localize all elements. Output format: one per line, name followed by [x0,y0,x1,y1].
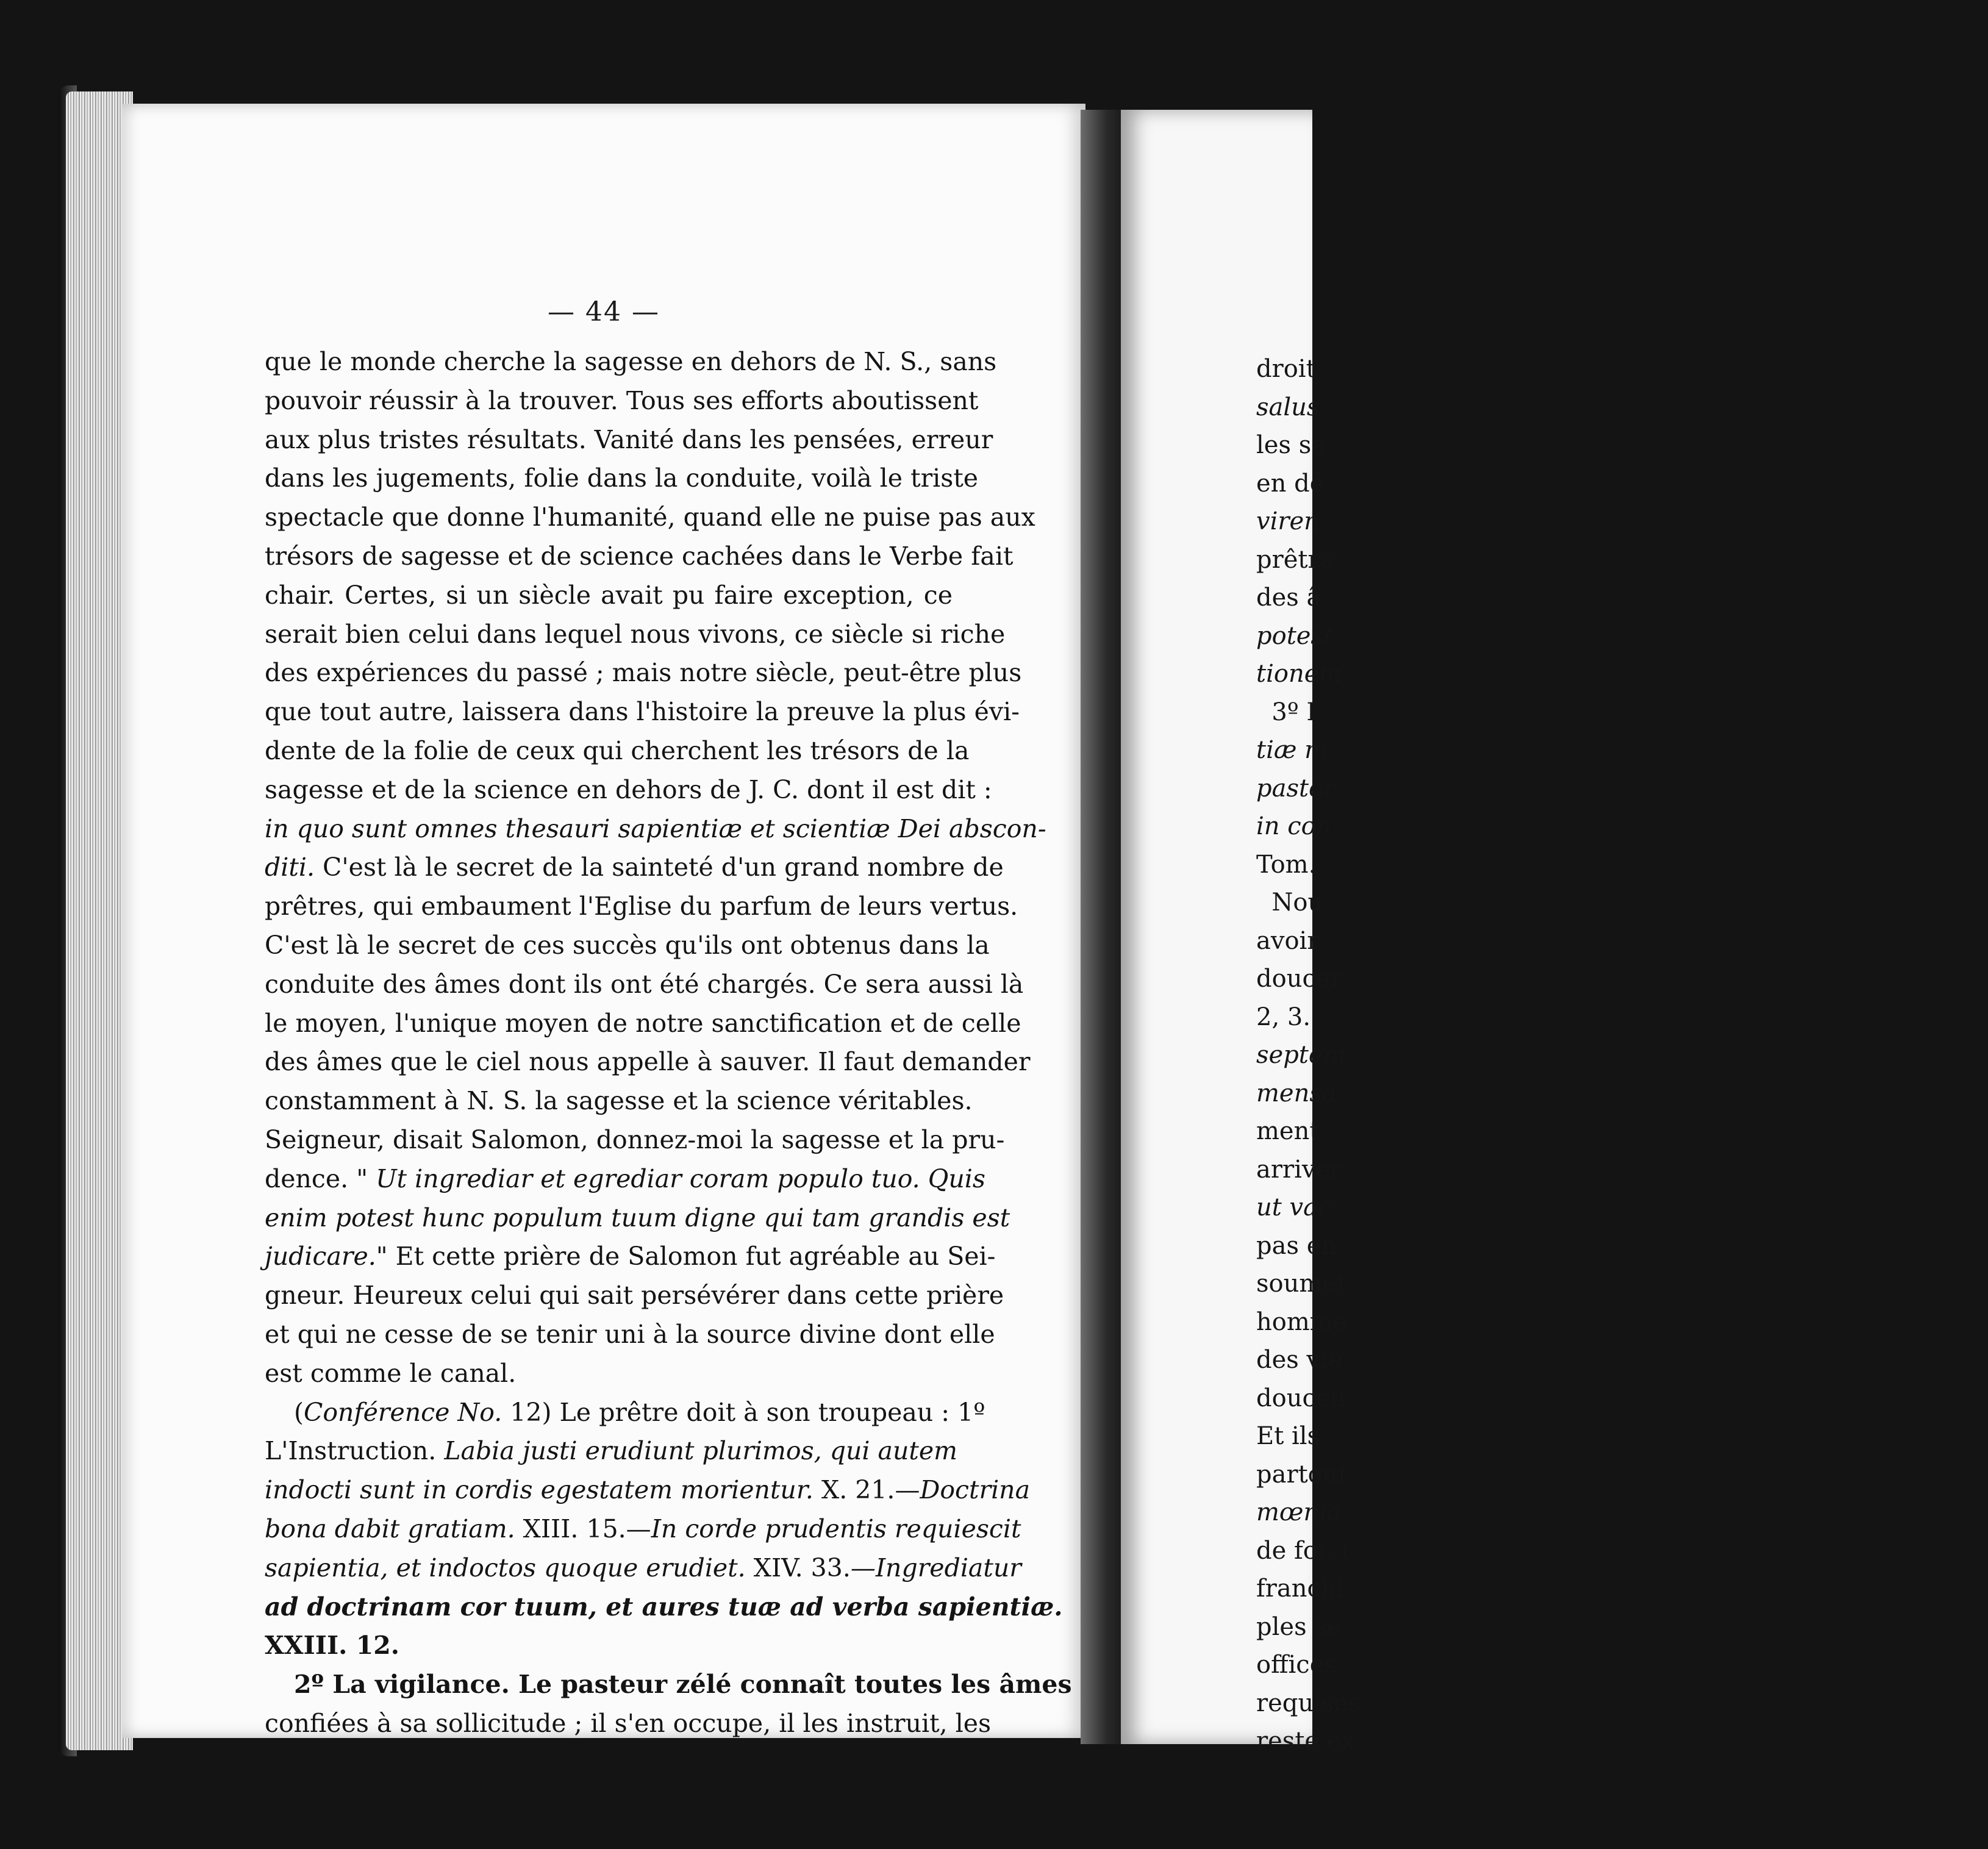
text-line [265,343,997,382]
facing-line: 3º I [1256,698,1317,726]
facing-line: prêtre [1256,545,1334,574]
text-line [265,1043,1031,1082]
facing-line: partout [1256,1460,1348,1489]
text-line [265,1743,974,1783]
text-segment: XIII. 15.— [515,1514,651,1543]
facing-line: reste ex [1256,1727,1356,1755]
text-segment: le moyen, l'unique moyen de notre sanctification et de celle [265,1008,1021,1038]
text-segment: Doctrina [920,1475,1031,1505]
text-segment: pouvoir réussir à la trouver. Tous ses efforts aboutissent [265,385,979,415]
facing-page-text [1256,350,1988,1761]
text-line [265,1626,953,1665]
text-line [265,1315,995,1354]
text-line [265,1432,957,1471]
text-segment: constamment à N. S. la sagesse et la science véritables. [265,1086,973,1116]
facing-line: des vie [1256,1346,1343,1374]
text-segment: dence. " [265,1164,376,1193]
text-segment: Ingrediatur [875,1553,1021,1583]
facing-line: tionem [1256,660,1342,688]
text-segment: trésors de sagesse et de science cachées dans le Verbe fait [265,541,1014,571]
facing-line: droit [1256,355,1316,383]
text-segment: Seigneur, disait Salomon, donnez-moi la sagesse et la pru- [265,1125,1005,1154]
page-body-text [265,343,1072,1782]
text-line [265,615,1006,654]
text-segment: C'est là le secret de la sainteté d'un grand nombre de [314,853,1004,882]
facing-line: en dé [1256,469,1325,498]
text-line [265,1704,992,1743]
facing-line: mœnia [1256,1498,1342,1526]
text-line [265,1237,996,1276]
text-line [265,848,1004,887]
text-line [265,926,990,965]
facing-line: de foi, t [1256,1536,1351,1565]
text-line [265,1276,1004,1315]
text-line [265,1665,1072,1704]
text-line [265,732,970,771]
text-segment: serait bien celui dans lequel nous vivons, ce siècle si riche [265,619,1006,649]
text-line [265,459,979,498]
facing-line: soumet [1256,1270,1347,1298]
facing-page [1121,110,1361,1755]
text-segment: indocti sunt in cordis egestatem morientur. [265,1475,813,1505]
facing-line: pastor [1256,774,1335,803]
facing-line: ment [1256,1117,1320,1145]
book-gutter [1081,110,1123,1744]
facing-line: ples se [1256,1612,1342,1641]
facing-line: pas en [1256,1231,1337,1260]
page-number: — 44 — [548,296,660,327]
text-line [265,693,1020,732]
text-segment: 2º La vigilance. Le pasteur zélé connaît toutes les âmes [294,1670,1072,1700]
text-segment: et qui ne cesse de se tenir uni à la source divine dont elle [265,1319,995,1349]
text-line [265,810,1046,849]
text-segment: L'Instruction. [265,1436,445,1466]
facing-line: 2, 3. [1256,1003,1311,1031]
text-segment: est comme le canal. [265,1358,517,1388]
text-segment: Ut ingrediar et egrediar coram populo tuo. Quis [376,1164,985,1193]
text-segment: aux plus tristes résultats. Vanité dans les pensées, erreur [265,424,993,454]
text-line [265,1160,985,1199]
text-line [265,1471,1031,1510]
facing-line: franchi [1256,1575,1345,1603]
text-segment: dans les jugements, folie dans la conduite, voilà le triste [265,463,979,493]
facing-line: arriver [1256,1155,1342,1184]
facing-line: in con [1256,812,1332,840]
text-line [265,1510,1021,1549]
text-segment: XIV. 33.— [745,1553,876,1583]
text-segment: in quo sunt omnes thesauri sapientiæ et scientiæ Dei abscon- [265,814,1046,843]
text-segment: bona dabit gratiam. [265,1514,515,1543]
text-line [265,1082,973,1121]
text-line [265,421,993,460]
facing-line: requises [1256,1689,1361,1717]
text-line [265,1549,1021,1588]
facing-line: mensa [1256,1079,1337,1107]
text-segment: " Et cette prière de Salomon fut agréable au Sei- [376,1242,996,1271]
text-line [265,1393,985,1432]
facing-line: des â [1256,584,1321,612]
facing-line: les sa [1256,431,1326,459]
facing-line: doucer [1256,965,1342,993]
text-line [265,382,979,421]
facing-line: ut vac [1256,1193,1332,1221]
text-line [265,537,1014,576]
text-segment: que le monde cherche la sagesse en dehors de N. S., sans [265,347,997,376]
facing-line: septem [1256,1041,1346,1069]
facing-line: salus [1256,393,1320,421]
text-line [265,965,1024,1004]
text-segment: ad doctrinam cor tuum, et aures tuæ ad verba sapientiæ. [265,1592,1063,1622]
text-segment: Conférence No. [304,1397,502,1427]
facing-line: offices [1256,1651,1337,1679]
text-segment: 12) Le prêtre doit à son troupeau : 1º [502,1397,985,1427]
facing-line: Et ils [1256,1422,1320,1450]
text-segment: X. 21.— [813,1475,920,1505]
text-line [265,1199,1010,1238]
text-segment: dente de la folie de ceux qui cherchent les trésors de la [265,735,970,765]
text-segment: des âmes que le ciel nous appelle à sauver. Il faut demander [265,1047,1031,1077]
text-segment: conduite des âmes dont ils ont été chargés. Ce sera aussi là [265,969,1024,999]
text-line [265,1121,1005,1160]
text-segment: chair. Certes, si un siècle avait pu faire exception, ce [265,580,953,610]
text-segment: spectacle que donne l'humanité, quand elle ne puise pas aux [265,502,1035,532]
text-line [265,1354,953,1393]
text-line [265,771,992,810]
text-segment: enim potest hunc populum tuum digne qui tam grandis est [265,1203,1010,1232]
facing-line: Tom. [1256,850,1317,879]
text-segment: judicare. [265,1242,376,1271]
text-line [265,1588,1063,1627]
text-segment: Labia justi erudiunt plurimos, qui autem [444,1436,957,1466]
facing-line: viren [1256,507,1320,535]
text-segment: confiées à sa sollicitude ; il s'en occupe, il les instruit, les [265,1708,992,1738]
text-line [265,498,1035,537]
text-segment: XXIII. 12. [265,1631,400,1661]
text-segment: des expériences du passé ; mais notre siècle, peut-être plus [265,658,1022,688]
facing-line: homme [1256,1307,1348,1336]
text-line [265,576,953,615]
text-line [265,1004,1021,1043]
text-segment: C'est là le secret de ces succès qu'ils ont obtenus dans la [265,930,990,960]
text-segment: sagesse et de la science en dehors de J. C. dont il est dit : [265,774,992,804]
text-segment: gneur. Heureux celui qui sait persévérer dans cette prière [265,1281,1004,1311]
facing-line: Nou [1256,889,1324,917]
text-segment: diti. [265,853,315,882]
text-segment: prêtres, qui embaument l'Eglise du parfum de leurs vertus. [265,892,1018,921]
text-segment: avertit, les dirige, les retire du danger et leur montre le [265,1747,974,1777]
text-segment: que tout autre, laissera dans l'histoire la preuve la plus évi- [265,697,1020,727]
facing-line: avoir [1256,926,1319,955]
facing-line: potest [1256,621,1334,650]
facing-line: tiæ m [1256,736,1328,764]
text-line [265,887,1018,926]
text-segment: sapientia, et indoctos quoque erudiet. [265,1553,746,1583]
text-segment: In corde prudentis requiescit [651,1514,1021,1543]
text-line [265,654,1022,693]
facing-line: douceu [1256,1384,1346,1412]
text-segment: ( [294,1397,304,1427]
